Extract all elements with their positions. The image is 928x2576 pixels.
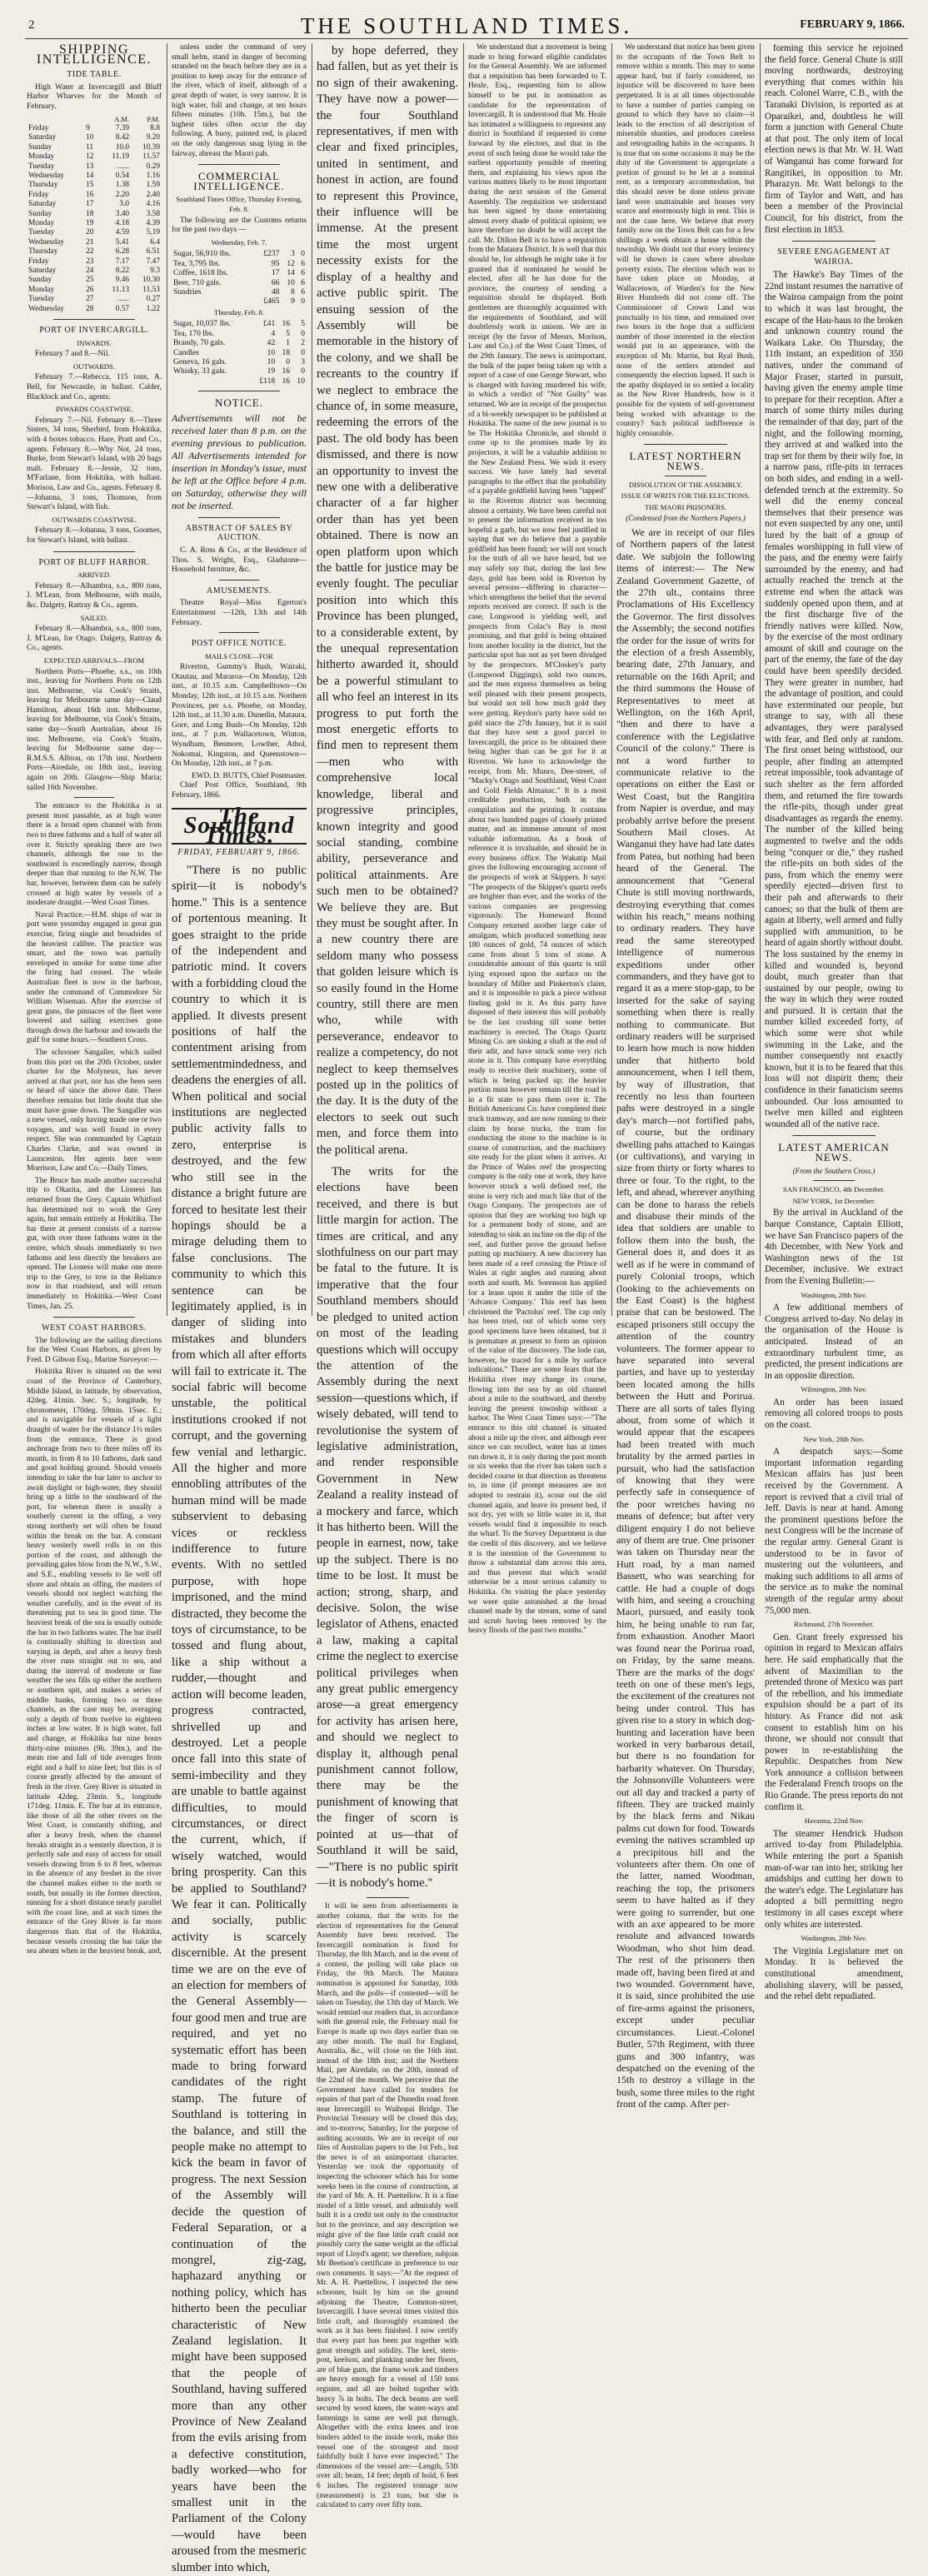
american-text: The Virginia Legislature met on Monday. It is believed the constitutional amendment, abolishing slavery, will be passed, and the rebel debt repudiated. [765, 1946, 903, 2002]
table-cell: Wednesday [28, 304, 64, 313]
latest-northern-heading: LATEST NORTHERN NEWS. [629, 450, 742, 472]
customs-row [172, 268, 307, 277]
table-cell: Monday [28, 219, 55, 228]
table-cell: 23 [86, 257, 94, 266]
table-cell: Sunday [28, 142, 52, 152]
customs-row [172, 278, 307, 287]
dateline-washington: Washington, 28th Nov. [801, 1934, 867, 1943]
table-cell: Candles [173, 347, 199, 357]
table-cell: 5.19 [146, 228, 160, 237]
table-cell: 0.29 [146, 162, 160, 171]
tide-header-row [27, 115, 162, 124]
table-cell: P.M. [147, 114, 160, 123]
table-cell: 18 [282, 347, 291, 357]
table-cell: Tuesday [28, 162, 55, 171]
table-cell: 6.28 [115, 247, 130, 257]
table-cell: 42 [267, 338, 276, 348]
table-cell: Thursday [28, 247, 58, 257]
table-cell: 6 [301, 258, 305, 268]
divider [792, 241, 876, 242]
american-text: By the arrival in Auckland of the barque Constance, Captain Elliott, we have San Francisco papers of the 4th December, with New York and Washington news of the 1st December, inclusive. We extract from the Evening Bulletin:— [765, 1208, 903, 1286]
table-cell: 24 [86, 267, 94, 276]
tide-row [27, 191, 162, 200]
table-cell: 11.13 [112, 285, 130, 294]
divider [644, 444, 727, 445]
customs-row [172, 296, 307, 306]
table-cell: 7.17 [115, 257, 130, 266]
table-cell: 3 [291, 249, 295, 259]
divider [813, 1180, 855, 1181]
customs-row [172, 348, 307, 357]
wairoa-text: The Hawke's Bay Times of the 22nd instant resumes the narrative of the Wairoa campaign from the point to which it was last brought, the escape of the Hau-haus to the broken and unknown country round the Waikara Lake. On Thursday, the 11th instant, an expedition of 350 natives, under the command of Major Fraser, started in pursuit, having given the enemy ample time to prepare for their reception. After a march of some thirty miles during the remainder of that day, part of the night, and the following morning, they arrived at and walked into the trap set for them by their wily foe, in a narrow pass, rifle-pits in terraces on both sides, and ending in a well-defended trench at the extremity. So well did the enemy conceal themselves that their presence was not even suspected by any one, until lured by the bait of a group of females worshipping in full view of the pass, and the enemy were fairly surrounded by the enemy, and had actually reached the trench at the extreme end when the attack was suddenly opened upon them, and at the first discharge five of the friendly natives were killed. Now, by the exercise of the most ordinary amount of skill and courage on the part of the enemy, the fate of the day could have been speedily decided. They were greater in number, had the advantage of position, and could have exterminated our people, but strange to say, with all these advantages, they were paralysed with fear, and fled only at random. The first onset being withstood, our people, after finding an attempted retreat impossible, took advantage of such shelter as the fern afforded them, and returned the fire towards the rifle-pits, though under great disadvantages as regards the enemy. The number of the killed being augmented to twelve and the odds being "conquer or die," they rushed the rifle-pits on both sides of the pass, from which the enemy were speedily ejected—driven first to their pah and afterwards to their canoes; so that the bulk of them are again at liberty, well armed and fully supplied with ammunition, to be heard of again shortly without doubt. The loss sustained by the enemy in killed and wounded is, beyond doubt, much greater than that sustained by our people, owing to the way in which they were routed and pursued. It is certain that the number killed exceeded forty, of which some were shot while swimming in the Lake, and the number consequently not exactly known, but it is to be feared that this loss will not dispirit them; their confidence in their fanaticism seems unbounded. Our loss amounted to twelve men killed and eighteen wounded all of the native race. [765, 270, 903, 1129]
divider [53, 1317, 134, 1318]
tide-row [27, 286, 162, 295]
customs-row [172, 338, 307, 347]
outwards-text: February 7.—Rebecca, 115 tons, A. Bell, for Newcastle, in ballast. Calder, Blacklock and Co., agents. [27, 373, 162, 401]
table-cell: 1.22 [146, 304, 160, 313]
post-office-heading: POST OFFICE NOTICE. [191, 639, 287, 649]
table-cell: 14 [86, 172, 94, 180]
column-rule [463, 43, 464, 1316]
table-cell: 9 [86, 123, 90, 132]
tide-heading: TIDE TABLE. [67, 70, 122, 80]
dateline-sf: SAN FRANCISCO, 4th December. [783, 1185, 885, 1194]
table-cell: 0 [301, 296, 305, 306]
sailed-text: February 8.—Alhambra, s.s., 800 tons, J. M'Lean, for Otago. Dalgety, Rattray & Co., agents. [27, 625, 162, 653]
table-cell: Coffee, 1618 lbs. [173, 268, 228, 278]
table-cell: 16 [282, 366, 291, 376]
table-cell: 9.20 [146, 133, 160, 142]
table-cell: 16 [86, 190, 94, 199]
wednesday-heading: Wednesday, Feb. 7. [211, 237, 267, 247]
table-cell: 2 [301, 338, 305, 348]
divider [198, 517, 279, 518]
table-cell: 0 [301, 366, 305, 376]
table-cell: 8 [291, 286, 295, 296]
wairoa-heading: SEVERE ENGAGEMENT AT WAIROA. [777, 247, 891, 267]
editorial-text: by hope deferred, they had fallen, but as yet their is no sign of their awakening. They have now a power—the four Southland representatives, if men with clear and fixed principles, united in sentiment, and honest in action, are found to represent this Province, their influence will be immense. At the present time the most urgent necessity exists for the display of a healthy and active public spirit. The ensuing session of the Assembly will be memorable in the history of the colony, and we shall be recreants to the country if we neglect to embrace the chance of, in some measure, redeeming the errors of the past. The old body has been dismissed, and there is now an opportunity to invest the new one with a deliberative character of a far higher order than has yet been obtained. There is now an open platform upon which the battle for justice may be evenly fought. The peculiar position into which this Province has been plunged, to a considerable extent, by the unequal representation hitherto awarded it, should be a powerful stimulant to all who feel an interest in its progress to put forth the most energetic efforts to find men to represent them—men who with comprehensive local knowledge, liberal and progressive principles, known integrity and good social standing, combine ability, perseverance and political attainments. Are such men to be obtained? We believe they are. But they must be sought after. In a new country there are seldom many who possess that golden leisure which is so easily found in the Home country, still there are men who, while with perseverance, endeavor to realize a competency, do not neglect to keep themselves posted up in the politics of the day. It is the duty of the electors to seek out such men, and force them into the political arena. [317, 44, 458, 1157]
table-cell: 15 [86, 181, 94, 190]
sales-heading: ABSTRACT OF SALES BY AUCTION. [185, 523, 293, 543]
northern-news-text: forming this service he rejoined the field force. General Chute is still moving northwards, destroying everything that comes within his reach. Colonel Warre, C.B., with the Taranaki Division, is reported as at Oparaikei, and, doubtless he will form a junction with General Chute at that post. The only item of local election news is that Mr. W. H. Watt of Wanganui has come forward for Rangitikei, in opposition to Mr. Pharazyn. Mr. Watt belongs to the firm of Taylor and Watt, and has been a member of the Provincial Council, for his district, from the first election in 1853. [765, 43, 903, 235]
table-cell: 16 [282, 319, 291, 329]
american-text: The steamer Hendrick Hudson arrived to-day from Philadelphia. While entering the port a Spanish man-of-war ran into her, striking her amidships and cutting her down to the water's edge. The Legislature has adopted a bill permitting negro testimony in all cases except where only whites are interested. [765, 1828, 903, 1930]
table-cell: 0 [301, 249, 305, 259]
shipping-paragraph: The schooner Sangaller, which sailed from this port on the 20th October, under charter for the Molyneux, has never arrived at that port, nor has she been seen or heard of since the above date. There therefore remains but little doubt that she must have gone down. The Sangaller was a new vessel, only having made one or two voyages, and was well found in every respect. She was commanded by Captain Charles Clarke, and was owned in Launceston. Her agents here were Morrison, Law and Co.—Daily Times. [27, 1049, 162, 1173]
table-cell: 17 [86, 200, 94, 209]
local-news: It will be seen from advertisements in another column, that the writs for the election of representatives for the General Assembly have been received. The Invercargill nomination is fixed for Thursday, the 8th March, and in the event of a contest, the polling will take place on Friday, the 9th March. The Mataura nomination is appointed for Saturday, 10th March, and the polls—if contested—will be taken on Tuesday, the 13th day of March. We would remind our readers that, in accordance with the general rule, the February mail for Europe is made up two days earlier than on any other month. The mail for England, Australia, &c., will close on the 16th inst. instead of the 18th inst; and the Northern Mail, per Airedale, on the 20th, instead of the 22nd of the month. We perceive that the Government have called for tenders for repairs of that part of the Dunedin road from near Invercargill to Waihopai Bridge. The Provincial Treasury will be closed this day, and to-morrow, Saturday, for the purpose of auditing accounts. We are in receipt of our files of Australian papers to the 1st Feb., but the news is of an unimportant character. Yesterday we took the opportunity of inspecting the schooner which has for some weeks been in the course of construction, at the yard of Mr. A. H. Puettellow. It is a fine model of a little vessel, and admirably well built it is a credit not only to the constructor but to the province, and any description we might give of the fine little craft could not possibly carry the same weight as the official report of Lloyd's agent; we therefore, subjoin Mr Beetson's certificate in preference to our own comments. It says:—"At the request of Mr. A. H. Puettellow, I inspected the new schooner, built by him on the ground adjoining the Theatre, Common-street, Invercargill. I have several times visited this little craft, and thoroughly examined the work as it has been finished. I now certify that every part has been put together with great strength and solidity. The keel, stern-post, keelson, and planking under her floors, are of blue gum, the frame work and timbers are heavy enough for a vessel of 150 tons register, and all are bolted together with heavy ⅞ in bolts. The deck beams are well secured by wood knees, the water-ways and fastenings in same are well put through. Altogether with the extra knees and iron binders added to the inside work, make this vessel one of the strongest and most faithfully built I have ever inspected." The dimensions of the vessel are:—Length, 53ft over all; beam, 14 feet; depth of hold, 6 feet 6 inches. The registered tonnage now (measurement) is 23 tons, but she is calculated to carry over fifty tons. [317, 1902, 458, 2510]
table-cell: 18 [86, 209, 94, 218]
table-cell: £465 [263, 296, 280, 306]
table-cell: 2.20 [115, 190, 130, 199]
table-cell: 19 [86, 219, 94, 228]
sailed-heading: SAILED. [80, 613, 108, 622]
customs-table-thursday [172, 319, 307, 386]
table-cell: 66 [271, 277, 280, 287]
table-cell: 16 [282, 376, 291, 386]
table-cell: Thursday [28, 181, 58, 190]
masthead [25, 13, 908, 39]
west-coast-continued: unless under the command of very small helm, stand in danger of becoming stranded on the beach before they are in a position to keep away for the entrance of the river, which of itself, although of a great depth of water, is very narrow. It is high water, full and change, at ten hours fifteen minutes (10h. 15m.), but the highest tides often occur the day following. A buoy, painted red, is placed on the only dangerous snag lying in the fairway, abreast the Maori pah. [172, 43, 307, 158]
outwards-heading: OUTWARDS. [73, 361, 115, 371]
customs-row [172, 366, 307, 376]
commercial-heading: COMMERCIAL INTELLIGENCE. [193, 170, 285, 192]
inwards-coastwise-text: February 7.—Nil. February 8.—Three Sisters, 34 tons, Sherbird, from Hokitika, with 4 boxes tobacco. Hare, Pratt and Co., agents. February 8.—Why Not, 24 tons, Burke, from Stewart's Island, with 20 bags malt. February 8.—Jessie, 32 tons, M'Farlane, from Hokitika, with ballast. Morison, Law and Co., agents. February 8.—Johanna, 3 tons, Thomson, from Stewart's Island, with fish. [27, 416, 162, 512]
customs-row [172, 287, 307, 296]
table-cell: 14 [287, 268, 295, 278]
table-cell: 6 [301, 268, 305, 278]
table-cell: 0.54 [115, 172, 130, 180]
tide-row [27, 133, 162, 142]
tide-row [27, 257, 162, 267]
dateline-washington: Washington, 28th Nov. [801, 1290, 867, 1299]
port-bluff-heading: PORT OF BLUFF HARBOR. [38, 557, 150, 567]
american-source: (From the Southern Cross.) [792, 1166, 876, 1175]
table-cell: 1.59 [146, 181, 160, 190]
tide-table [27, 115, 162, 315]
table-cell: Monday [28, 152, 55, 162]
table-cell: 17 [271, 268, 280, 278]
table-cell: 20 [86, 228, 94, 237]
table-cell: Brandy, 70 gals. [173, 338, 226, 348]
page-number: 2 [28, 18, 35, 32]
post-office-text: Riverton, Gummy's Bush, Wairaki, Otautau, and Mararoa—On Monday, 12th inst., at 10.15 a.m. Campbelltown—On Monday, 12th inst., at 10.15 a.m. Northern Provinces, per s.s. Phoebe, on Monday, 12th inst., at 11.30 a.m. Dunedin, Mataura, Gore, and Long Bush—On Monday, 12th inst., at 7 p.m. Wallacetown, Winton, Wyndham, Benmore, Lowther, Athol, Nokomai, Kingston, and Queenstown—On Monday, 12th inst., at 7 p.m. [172, 663, 307, 769]
table-cell: 10 [86, 133, 94, 142]
column-3 [317, 43, 458, 2510]
masthead-date: FEBRUARY 9, 1866. [800, 18, 905, 31]
table-cell: Saturday [28, 267, 57, 276]
expected-heading: EXPECTED ARRIVALS—FROM [43, 655, 145, 665]
table-cell: Sugar, 56,910 lbs. [173, 249, 232, 259]
table-cell: Sunday [28, 276, 52, 285]
table-cell: Sugar, 10,037 lbs. [173, 319, 232, 329]
table-cell [172, 376, 252, 386]
divider [53, 319, 134, 320]
northern-news-text: We are in receipt of our files of Northern papers of the latest date. We subjoin the following items of interest:— The New Zealand Government Gazette, of the 27th ult., contains three Proclamations of His Excellency the Governor. The first dissolves the Assembly; the second notifies the order for the issue of writs for the election of a fresh Assembly, bearing date, 27th January, and returnable on the 16th April; and the third summons the House of Representatives to meet at Wellington, on the 16th April, "then and there to have a conference with the Legislative Council of the colony." There is not a word further to communicate relative to the operations on either the East or West Coast, but the Rangitira from Napier is overdue, and may probably arrive before the present Southern Mail closes. At Wanganui they have had late dates from Patea, but nothing had been heard of the General. The announcement that "General Chute is still moving northwards, destroying everything that comes within his reach," means nothing to ordinary readers. They have read the same stereotyped intelligence of numerous expeditions under other commanders, and they have got to regard it as a mere stop-gap, to be inserted for the sake of saying something when there is really nothing to communicate. But ordinary readers will be surprised to learn how much is now hidden under that hitherto bold announcement, when I tell them, by way of illustration, that recently no less than fourteen pahs were destroyed in a single day's march—not fortified pahs, of course, but the ordinary dwelling pahs attached to Kaingas (or cultivations), and varying in size from thirty or forty whares to three or four. To the right, to the left, and ahead, wherever anything can be done to harass the rebels and disabuse their minds of the idea that soldiers are unable to follow them into the bush, the General does it, and does it as well as if he were in command of purely Colonial troops, which (looking to the achievements on the East Coast) is the highest praise that can be bestowed. The escaped prisoners still occupy the attention of the country volunteers. The former appear to have separated into several parties, and have up to yesterday been located among the hills between the Hutt and Porirua. There are all sorts of tales flying about, from some of which it would appear that the escapees had been treated with much brutality by the armed parties in pursuit, who had the satisfaction of knowing that they were perfectly safe in consequence of the poor wretches having no means of defence; but after very diligent enquiry I do not believe any of them are true. One prisoner was taken on Thursday near the Hutt road, by a man named Bassett, who was searching for cattle. He had a couple of dogs with him, and seeing a crouching Maori, pursued, and easily took him, he being unable to run far, from exhaustion. Another Maori was found near the Porirua road, on Friday, by the same means. There are the marks of the dogs' teeth on one of these men's legs, the excitement of the creatures not being under control. This has given rise to a story in which dog-hunting and laceration have been worked in very barbarous detail, but there is no foundation for barbarity whatever. On Thursday, the Johnsonville Volunteers were out all day and tracked a party of fifteen. They are tracked mainly by the black ferns and Nikau palms cut down for food. Towards evening the natives scrambled up a precipitous hill and the volunteers after them. On one of the latter, named Woodman, reaching the top, the prisoners seem to have halted as if they were going to surrender, but one with an axe appeared to be more resolute and advanced towards Woodman, who shot him dead. The rest of the prisoners then made off, having been fired at and two wounded. Government have, it is said, since prohibited the use of fire-arms against the prisoners, except under peculiar circumstances. Lieut.-Colonel Butler, 57th Regiment, with three guns and 300 infantry, was despatched on the evening of the 15th to destroy a village in the bush, some three miles to the right front of the camp. After per- [616, 526, 755, 2110]
west-coast-text: Hokitika River is situated on the west coast of the Province of Canterbury, Middle Island, in latitude, by observation, 42deg. 41min. 3sec. S.; longitude, by chronometer, 170deg. 59min. 15sec. E.; and is navigable for vessels of a light draught of water for the distance 1½ miles from the entrance. There is good anchorage from two to three miles off its mouth, in from 8 to 10 fathoms, dark sand and good holding ground. Should vessels intending to take the bar later to anchor to await daylight or high-water, they should bring up a little to the southward of the port, for whereas there is usually a southerly current in the offing, a very strong northerly set will often be found within the break on the bar. A constant heavy westerly swell rolls in on this portion of the coast, and although the prevailing gales blow from the N.W., S.W., and S.E., enabling vessels to lie well off shore and obtain an offing, the masters of vessels should not neglect watching the weather carefully, and in the event of its threatening put to sea in good time. The heaviest break of the sea is usually outside the bar in two fathoms water. The bar itself is continually shifting in direction and varying in depth, and after a heavy fresh the river runs straight out to sea, and during the interval of moderate or fine weather the sea fills up either the northern or southern spit, and makes a series of middle banks, forming two or three channels, as the case may be, averaging only a depth of from twelve to eighteen inches at low water. It is high water, full and change, at Hokitika bar nine hours thirty-nine minutes (9h. 39m.), and the mean rise and fall of tide averages from eight and a half to nine feet; but this is of course greatly affected by the amount of fresh in the river. Grey River is situated in latitude 42deg. 23min. S., longitude 171deg. 11min. E. The bar at its entrance, like those of all the other rivers on the West Coast, is constantly shifting, and after a heavy fresh, when the channel breaks straight in a westerly direction, it is perfectly safe and easy of access for small vessels drawing from 6 to 8 feet, whereas in the absence of any freshet in the river the channel makes either to the north or south, but usually in the former direction, running for a short distance nearly parallel with the coast line, and at such times the entrance of the Grey River is far more dangerous than that of the Hokitika, because vessels crossing the bar take the sea abeam when in the heaviest break, and, [27, 1368, 162, 1956]
table-cell: Wednesday [28, 172, 64, 180]
table-cell: 0 [301, 347, 305, 357]
table-cell: Beer, 710 gals. [173, 277, 222, 287]
column-1 [27, 42, 162, 1956]
port-invercargill-heading: PORT OF INVERCARGILL. [39, 326, 149, 336]
table-cell: 48 [271, 286, 280, 296]
table-cell: Friday [28, 257, 49, 266]
dateline-wilmington: Wilmington, 28th Nov. [801, 1385, 867, 1394]
table-cell: Wednesday [28, 237, 64, 247]
table-cell: 3.58 [146, 209, 160, 218]
table-cell: 4.18 [115, 219, 130, 228]
shipping-paragraph: Naval Practice.—H.M. ships of war in port were yesterday engaged in great gun exercise, firing single and broadsides of the heaviest calibre. The practice was smart, and the town was partially enveloped in smoke for some time after the firing had ceased. The whole Australian fleet is now in the harbour, under the command of Commodore Sir William Wiseman. After the exercise of great guns, the pinnaces of the fleet were lowered and sailing exercises gone through down the harbour and towards the gulf for some hours.—Southern Cross. [27, 910, 162, 1045]
table-cell: 12 [287, 258, 295, 268]
customs-row [172, 376, 307, 386]
table-cell: 0 [301, 328, 305, 338]
table-cell: Friday [28, 190, 49, 199]
editorial [172, 863, 307, 2576]
table-cell: 0.27 [146, 295, 160, 304]
table-cell: 10 [287, 277, 295, 287]
table-cell: 4.16 [146, 200, 160, 209]
table-cell: 9 [291, 296, 295, 306]
american-text: An order has been issued removing all colored troops to posts on the coast. [765, 1397, 903, 1431]
tide-row [27, 238, 162, 247]
table-cell [84, 115, 101, 124]
table-cell: 22 [86, 247, 94, 257]
tide-row [27, 200, 162, 209]
table-cell [27, 115, 84, 124]
column-4 [468, 43, 606, 1636]
table-cell: 5 [301, 319, 305, 329]
table-cell: ...... [117, 295, 130, 304]
table-cell: 0.57 [115, 304, 130, 313]
table-cell: £41 [262, 319, 276, 329]
shipping-paragraph: The Bruce has made another successful trip to Okarita, and the Lioness has returned from the Grey. Captain Whitford has determined not to work the Grey again, but remain entirely at Hokitika. The bar there at present consists of a narrow gut, with over three fathoms water in the centre, which shoals immediately to two fathoms and less directly the breakers are opened. The Lioness will make one more trip to the Grey, to tow in the Reliance now in that roadstead, and will return immediately to Hokitika.—West Coast Times, Jan. 25. [27, 1176, 162, 1311]
west-coast-heading: WEST COAST HARBORS. [42, 1323, 147, 1333]
notice-text: Advertisements will not be received later than 8 p.m. on the evening previous to publication. All Advertisements intended for insertion in Monday's issue, must be left at the Office before 4 p.m. on Saturday, otherwise they will not be inserted. [172, 411, 307, 511]
tide-row [27, 210, 162, 219]
table-cell: 11 [86, 142, 94, 152]
tide-row [27, 152, 162, 162]
northern-news [616, 526, 755, 2110]
table-cell: Geneva, 16 gals. [173, 356, 227, 366]
maori-heading: THE MAORI PRISONERS. [644, 502, 727, 511]
northern-continued [765, 43, 903, 236]
divider [198, 164, 279, 165]
table-cell: Monday [28, 285, 55, 294]
inwards-text: February 7 and 8.—Nil. [35, 350, 110, 359]
dateline-havanna: Havanna, 22nd Nov. [804, 1816, 864, 1826]
thursday-heading: Thursday, Feb. 8. [214, 307, 264, 316]
table-cell: Sunday [28, 209, 52, 218]
amusements-heading: AMUSEMENTS. [207, 585, 272, 595]
editorial-text: The writs for the elections have been received, and there is but little margin for action. The times are critical, and any slothfulness on our part may be fatal to the future. It is imperative that the four Southland members should be pledged to united action on most of the leading questions which will occupy the attention of the Assembly during the next session—questions which, if wisely debated, will tend to revolutionise the system of legislative administration, and render responsible Government in New Zealand a reality instead of a mockery and farce, which it has hitherto been. Will the people in earnest, now, take up the subject. There is no time to be lost. It must be action; strong, sharp, and decisive. Solon, the wise legislator of Athens, enacted a law, making a capital crime the neglect to exercise political privileges when any great public emergency arose—a great emergency for activity has arisen here, and should we neglect to display it, although penal punishment cannot follow, there may be the punishment of knowing that the finger of scorn is pointed at us—that of Southland it will be said,—"There is no public spirit—it is nobody's home." [317, 1165, 458, 1890]
flag-date: FRIDAY, FEBRUARY 9, 1866. [177, 848, 301, 858]
divider [53, 551, 134, 552]
table-cell: 11.53 [142, 285, 160, 294]
west-coast-intro: The following are the sailing directions for the West Coast Harbors, as given by Fred. D Gibson Esq., Marine Surveyor:— [27, 1336, 162, 1364]
table-cell: 27 [86, 295, 94, 304]
shipping-paragraph: The entrance to the Hokitika is at present most passable, as at high water there is a broad open channel with from two to three fathoms and a half of water all over it. Strictly speaking there are two channels, although the one to the southward is exceedingly narrow, though deeper than that running to the N.W. The bar, however, between them can be safely crossed at high water by vessels of a moderate draught.—West Coast Times. [27, 802, 162, 908]
tide-row [27, 267, 162, 276]
table-cell: Saturday [28, 200, 57, 209]
tide-row [27, 143, 162, 152]
customs-row [172, 319, 307, 328]
notice-heading: NOTICE. [215, 396, 263, 410]
table-cell: 3.40 [115, 209, 130, 218]
outwards-coastwise-text: February 8.—Johanna, 3 tons, Goomes, for Stewart's Island, with ballast. [27, 526, 162, 545]
table-cell: 1 [286, 338, 291, 348]
inwards-heading: INWARDS. [77, 338, 112, 347]
table-cell: 13 [86, 162, 94, 171]
table-cell: 1.38 [115, 181, 130, 190]
table-cell: 6.51 [146, 247, 160, 257]
table-cell: 7.47 [146, 257, 160, 266]
table-cell: Sundries [173, 286, 202, 296]
table-cell: 8.22 [115, 267, 130, 276]
tide-row [27, 219, 162, 228]
table-cell: 8.8 [150, 123, 160, 132]
dateline-ny: NEW YORK, 1st December. [792, 1196, 876, 1205]
table-cell: 10 [267, 347, 276, 357]
american-text: Gen. Grant freely expressed his opinion in regard to Mexican affairs here. He said emphatically that the advent of Maximilian to the pretended throne of Mexico was part of the rebellion, and his immediate expulsion should be a part of its history. As France did not ask consent to establish him on his throne, we should not consult that power in re-establishing the Republic. Despatches from New York announce a collision between the Federaland French troops on the Rio Grande. The press reports do not confirm it. [765, 1632, 903, 1812]
editorial-text: "There is no public spirit—it is nobody's home." This is a sentence of portentous meaning. It goes straight to the pride of the independent and patriotic mind. It covers with a forbidding cloud the country to which it is applied. It divests present positions of half the contentment arising from settlementmindedness, and deadens the energies of all. When political and social institutions are neglected public activity falls to zero, enterprise is destroyed, and the few who still see in the distance a bright future are forced to hesitate lest their hopings should be a mirage deluding them to false conclusions. The community to which this sentence can be legitimately applied, is in danger of sliding into mistakes and blunders from which all after efforts will fail to extricate it. The social fabric will become unstable, the political institutions crooked if not corrupt, and the governing few venial and lethargic. All the higher and more ennobling attributes of the human mind will be made subservient to debasing vices or reckless indifference to future events. With no settled purpose, with hope imprisoned, and the mind distracted, they become the toys of circumstance, to be tossed and flung about, like a ship without a rudder,—thought and action will become leaden, progress contracted, shrivelled up and destroyed. Let a people once fall into this state of semi-imbecility and they are unable to battle against difficulties, to mould circumstances, or direct the current, which, if wisely watched, would bring prosperity. Can this be applied to Southland? We fear it can. Politically and socially, public activity is scarcely discernible. At the present time we are on the eve of an election for members of the General Assembly—four good men and true are required, and yet no systematic effort has been made to bring forward candidates of the right stamp. The future of Southland is tottering in the balance, and still the people make no attempt to kick the beam in favor of progress. The next Session of the Assembly will decide the question of Federal Separation, or a continuation of the mongrel, zig-zag, haphazard anything or nothing policy, which has hitherto been the peculiar characteristic of New Zealand legislation. It might have been supposed that the people of Southland, having suffered more than any other Province of New Zealand from the evils arising from a defective constitution, badly worked—who for years have been the smallest unit in the Parliament of the Colony—would have been aroused from the mesmeric slumber into which, [172, 863, 307, 2574]
table-cell: 2.40 [146, 190, 160, 199]
arrived-text: February 8.—Alhambra, s.s., 800 tons, J. M'Lean, from Melbourne, with mails, &c. Dalgety, Rattray & Co., agents. [27, 581, 162, 610]
table-cell: 19 [267, 366, 276, 376]
table-cell: 4.39 [146, 219, 160, 228]
table-cell: 10.0 [115, 142, 130, 152]
divider [792, 1135, 876, 1136]
table-cell: 0 [286, 356, 291, 366]
arrived-heading: ARRIVED. [77, 571, 112, 580]
local-news: We understand that a movement is being made to bring forward eligible candidates for the General Assembly. We are informed that a requisition has been forwarded to T. Heale, Esq., requesting him to allow himself to be put in nomination as candidate for the representation of Invercargill. It is understood that Mr. Heale has intimated a willingness to represent any district in Southland if requested to come forward by the electors, and that in the event of such being done he would take the earliest opportunity possible of meeting them, and explaining his views upon the various matters likely to be most important during the next session of the General Assembly. The requisition we understand has been signed by those entertaining almost every shade of political opinion; we have therefore no doubt he will accept the call. Mr. Dillon Bell is to have a requisition from the Mataura District. It is well that this should be, for although he might take it for granted that if nominated he would be elected, after all he has done for the province, the courtesy of sending a requisition should be displayed. Both gentlemen are thoroughly acquainted with the requirements of Southland, and will doubtlessly work in unison. We are in receipt (by the favor of Messrs. Morison, Law and Co.) of the West Coast Times, of the 29th January. The news is unimportant, the bulk of the paper being taken up with a report of a case of one George Stewart, who is charged with having murdered his wife, in which a verdict of "Not Guilty" was returned. We are in receipt of the prospectus of a bi-weekly newspaper to be published at Hokitika. The name of the new journal is to be The Hokitika Chronicle, and should it come up to the promises made by its projectors, it will be a valuable addition to the New Zealand Press. We wish it every success. We have lately had several paragraphs to the effect that the probability of a payable goldfield having been "tapped" in the Riverton district was becoming almost a certainty. We have been careful not to present the information received in too hopeful a garb, but we now feel justified in saying that we do believe that a payable goldfield has been found; we will not vouch for the truth of all we have heard, but we may safely say that, during the last few days, gold has been sold in Riverton by several persons—differing in character—which strengthens the belief that the several reports received are correct. If such is the case, Longwood is yielding well, and prospects from Colac's Bay is most promising, and that gold is being obtained from another locality in the district, but the particular spot has not as yet been divulged by the prospectors. M'Closkey's party (Longwood Diggings), sold two ounces, and the men express themselves as being well pleased with their present prospects, but would not tell how much gold they were getting. Reydon's party have sold no gold since the 27th January, but it is said that they have sent a good parcel to Invercargill, the price to be obtained there being higher than can be got for it at Riverton. We have to acknowledge the receipt, from Mr. Munro, Dee-street, of "Macky's Otago and Southland, West Coast and Gold Fields Almanac." It is a most creditable production, both in the compilation and the printing. It contains about two hundred pages of closely printed matter, and an immense amount of most valuable information. As a book of reference it is invaluable, and should be in every business office. The Wakatip Mail gives the following encouraging account of the prospects of work at Skippers. It says: "The prospects of the Skipper's quartz reefs are brighter than ever, and the works of the various companies are progressing vigorously. The Homeward Bound Company returned another large cake of amalgam, which produced something near 180 ounces of gold, 74 ounces of which came from about 5 tons of stone. A considerable amount of this quartz is still lying exposed upon the surface on the boundary of Miller and Pinkerton's claim, and it is impossible to pick a piece without finding gold in it. As this party have disposed of their interest this will probably be the last crushing till some better machinery is erected. The Otago Quartz Mining Co. are sinking a shaft at the end of their adit, and have struck some very rich stone in it. This company have everything ready to receive their machinery, some of which is being packed up; the heavier portion must however remain till the road is in a fit state to pass them over it. The British Americans Co. have completed their truck tramway, and are now running to their claim by horse trucks, the tram for conducting the stone to the machine is in course of construction, and the machinery site ready for the plant when it arrives. At the Prince of Wales reef the prospecting company is the only one at work, they have however struck a well defined reef, the stone is very rich and much like that of the Otago Company. The prospectors are of opinion that they are working too high up for a permanent body of stone, and are intending to sink an incline on the dip of the reef, and further prove the ground before putting up machinery. A new discovery has been made of a reef crossing the Prince of Wales at right angles and running about north and south. Mr. Sorenson has applied for a lease upon it under the title of the 'Advance Company.' This reef has been christened the 'Pactolus' reef. The cap only has been tried, out of which some very good specimens have been obtained, but it is premature at present to form an opinion of the value of the discovery. The lode can, however, be traced for a mile by surface indications." There are some fears that the Hokitika river may change its course, flowing into the sea by an old channel about a mile to the southward, and thereby leaving the present township without a harbor. The West Coast Times says:—"The entrance to this old channel is situated about a mile up the river, and although ever since we can recollect, water has at times run down it, it is only during the past month or six weeks that the river has taken such a decided course in that direction as threatens to, in time (if prompt measures are not adopted to restrain it), scour out the old channel again, and leave its present bed, if not dry, yet with so little water in it, that vessels would find it impossible to reach the wharf. To the Survey Department is due the credit of this discovery, and we believe it is the intention of the Government to throw a substantial dam across this area, and thus prevent that which would otherwise be a most serious calamity to Hokitika. On visiting the place yesterday we were quite astonished at the broad channel made by the stream, some of sand and scrub having been removed by the heavy floods of the past two months." [468, 43, 606, 1636]
tide-row [27, 228, 162, 237]
customs-row [172, 329, 307, 338]
column-rule [611, 43, 612, 1316]
table-cell: Friday [28, 123, 49, 132]
post-office-footer: Chief Post Office, Southland, 9th February, 1866. [172, 781, 307, 800]
masthead-title: THE SOUTHLAND TIMES. [300, 13, 633, 38]
customs-row [172, 357, 307, 366]
tide-row [27, 247, 162, 257]
commercial-intro: The following are the Customs returns for the past two days — [172, 216, 307, 235]
table-cell: 10 [267, 356, 276, 366]
shipping-heading: SHIPPING INTELLIGENCE. [36, 42, 152, 67]
american-text: A despatch says:—Some important information regarding Mexican affairs has just been received by the Government. A report is revived that a civil trial of Jeff. Davis is near at hand. Among the prominent questions before the next Congress will be the increase of the regular army. General Grant is understood to be in favor of mustering out the volunteers, and making such additions to all arms of the service as to make the nominal strength of the regular army about 75,000 men. [765, 1447, 903, 1616]
american-news [765, 1208, 903, 2002]
table-cell: Tea, 3,795 lbs. [173, 258, 221, 268]
postmaster-signature: EWD. D. BUTTS, Chief Postmaster. [191, 771, 307, 780]
table-cell: 1.16 [146, 172, 160, 180]
table-cell: 10.30 [142, 276, 160, 285]
wairoa-story [765, 270, 903, 1130]
table-cell: 5 [286, 328, 291, 338]
table-cell: A.M. [114, 114, 130, 123]
table-cell: 9.3 [150, 267, 160, 276]
column-rule [760, 43, 761, 1316]
customs-row [172, 249, 307, 258]
table-cell: 9.46 [115, 276, 130, 285]
table-cell: 5.41 [115, 237, 130, 247]
amusements-text: Theatre Royal—Miss Egerton's Entertainment —12th, 13th and 14th February. [172, 599, 307, 627]
table-cell: Tea, 170 lbs. [173, 328, 214, 338]
table-cell: Tuesday [28, 295, 55, 304]
table-cell: 10 [297, 376, 305, 386]
customs-row [172, 259, 307, 268]
table-cell: 95 [271, 258, 280, 268]
inwards-coastwise-heading: INWARDS COASTWISE. [55, 405, 133, 414]
dateline-new-york: New York, 28th Nov. [803, 1434, 865, 1443]
table-cell: 11.19 [112, 152, 130, 162]
expected-text: Northern Ports—Phoebe, s.s., on 10th inst., leaving for Northern Ports on 12th inst. Melbourne, via Cook's Straits, leaving for Melbourne same day—Claud Hamilton, about 16th inst. Melbourne, leaving for Melbourne, via Cook's Straits, same day—South Australian, about 16 inst. Melbourne, via Cook's Straits, leaving for Melbourne same day—R.M.S.S. Albion, on 17th inst. Northern Ports—Airedale, on 18th inst., leaving again on 20th. Glasgow—Ship Maria; sailed 16th November. [27, 667, 162, 792]
table-cell: ...... [117, 162, 130, 171]
table-cell: Saturday [28, 133, 57, 142]
sales-text: C. A. Ross & Co., at the Residence of Thos. S. Wright, Esq., Gladstone—Household furniture, &c. [172, 546, 307, 575]
table-cell: Tuesday [28, 228, 55, 237]
divider [367, 1897, 409, 1898]
table-cell: 11.57 [142, 152, 160, 162]
writs-heading: ISSUE OF WRITS FOR THE ELECTIONS. [621, 491, 751, 501]
table-cell: 21 [86, 237, 94, 247]
editorial-continued [317, 43, 458, 1891]
customs-table-wednesday [172, 249, 307, 306]
tide-row [27, 305, 162, 314]
table-cell: 12 [86, 152, 94, 162]
tide-row [27, 124, 162, 133]
outwards-coastwise-heading: OUTWARDS COASTWISE. [52, 515, 137, 524]
table-cell: 25 [86, 276, 94, 285]
dateline-richmond: Richmond, 27th November. [794, 1620, 874, 1629]
table-cell: 6 [301, 277, 305, 287]
table-cell: 4.59 [115, 228, 130, 237]
table-cell: 3.0 [119, 200, 130, 209]
table-cell: £118 [259, 376, 276, 386]
dissolution-heading: DISSOLUTION OF THE ASSEMBLY. [628, 480, 743, 489]
tide-row [27, 172, 162, 181]
table-cell [172, 296, 255, 306]
tide-row [27, 162, 162, 172]
divider [219, 632, 260, 633]
tide-row [27, 295, 162, 304]
divider [74, 797, 115, 798]
commercial-subheading: Southland Times Office, Thursday Evening, Feb. 8. [176, 195, 302, 213]
table-cell: 7.39 [115, 123, 130, 132]
column-2 [172, 43, 307, 2574]
table-cell: 8.42 [115, 133, 130, 142]
tide-row [27, 276, 162, 285]
american-heading: LATEST AMERICAN NEWS. [778, 1141, 890, 1163]
table-cell: 4 [271, 328, 276, 338]
table-cell: Whisky, 33 gals. [173, 366, 227, 376]
table-cell: 26 [86, 285, 94, 294]
table-cell: 6 [301, 286, 305, 296]
tide-row [27, 181, 162, 190]
table-cell: £237 [263, 249, 280, 259]
table-cell: 28 [86, 304, 94, 313]
condensed-note: (Condensed from the Northern Papers.) [626, 514, 746, 523]
american-text: A few additional members of Congress arrived to-day. No delay in the organisation of the House is anticipated. Instead of an extraordinary turbulent time, as predicted, the present indications are in an opposite direction. [765, 1303, 903, 1381]
table-cell: 6.4 [150, 237, 160, 247]
local-news: We understand that notice has been given to the occupants of the Town Belt to remove within a month. This may to some appear hard, but if fairly considered, no injustice will be discovered to have been perpetrated. It is at all times objectionable to have a number of parties camping on ground to which they have no claim—it leads to the erection of all description of miserable shanties, and produces careless and retrograding habits in the occupants. It is true that on some occasions it may be the duty of the Government to appropriate a portion of ground to be let at a nominal rent, as a temporary accommodation, but this should never be done unless private land were unattainable and houses very scarce and enormously high in rent. This is not the case here. We believe that every family now on the Town Belt can for a few shillings a week obtain a house within the township. We doubt not that every leniency will be shown in cases where absolute poverty exists. The election which was to have taken place on Monday, at Wallacetown, of Warden's for the New River Hundreds did not come off. The Commissioner of Crown Land was punctually to his time, and remained over two hours in the hope that a sufficient number of those interested in the election would put in an appearance, with the exception of Mr. Martin, but Ryal Bush, none of the settlers attended and consequently the election lapsed. If such is the apathy displayed in so settled a locality as the New River Hundreds, how is it possible for the system of self-government being worked with advantage to the country? Such political indifference is highly censurable. [616, 43, 755, 438]
table-cell: 10.39 [142, 142, 160, 152]
column-5 [616, 43, 755, 2110]
flag-title: The Southland Times. [172, 808, 307, 845]
table-cell: 3 [301, 356, 305, 366]
mails-close-heading: MAILS CLOSE—FOR [205, 651, 273, 660]
column-6 [765, 43, 903, 2002]
tide-subheading: High Water at Invercargill and Bluff Harbor Wharves for the Month of February. [27, 82, 162, 111]
